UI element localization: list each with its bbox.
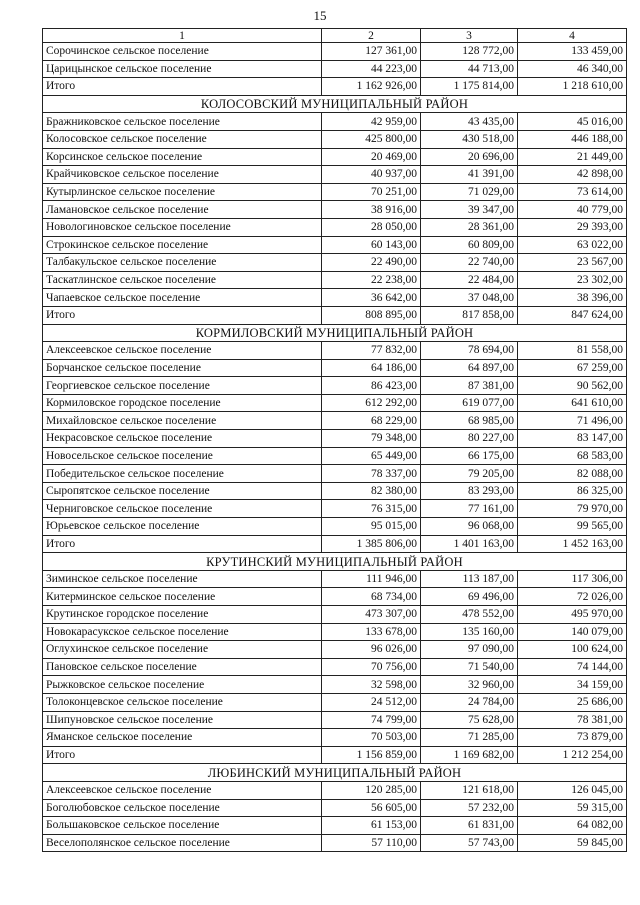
settlement-name-cell: Кормиловское городское поселение (43, 394, 322, 412)
value-col-2-cell: 79 348,00 (322, 430, 421, 448)
settlement-row (43, 377, 627, 395)
settlement-row (43, 43, 627, 61)
value-col-2-cell: 425 800,00 (322, 130, 421, 148)
column-header-1: 1 (43, 29, 322, 43)
value-col-2-cell: 1 162 926,00 (322, 78, 421, 96)
settlement-name-cell: Борчанское сельское поселение (43, 359, 322, 377)
value-col-4-cell: 117 306,00 (518, 570, 627, 588)
total-label-cell: Итого (43, 535, 322, 553)
value-col-3-cell: 75 628,00 (421, 711, 518, 729)
value-col-3-cell: 37 048,00 (421, 289, 518, 307)
value-col-3-cell: 121 618,00 (421, 781, 518, 799)
district-header-row (43, 95, 627, 113)
value-col-2-cell: 70 251,00 (322, 183, 421, 201)
settlement-row (43, 781, 627, 799)
value-col-2-cell: 40 937,00 (322, 166, 421, 184)
value-col-3-cell: 96 068,00 (421, 518, 518, 536)
value-col-4-cell: 86 325,00 (518, 482, 627, 500)
settlement-name-cell: Боголюбовское сельское поселение (43, 799, 322, 817)
value-col-4-cell: 23 567,00 (518, 254, 627, 272)
total-row (43, 306, 627, 324)
value-col-3-cell: 97 090,00 (421, 641, 518, 659)
value-col-3-cell: 28 361,00 (421, 218, 518, 236)
value-col-4-cell: 42 898,00 (518, 166, 627, 184)
value-col-4-cell: 133 459,00 (518, 43, 627, 61)
value-col-3-cell: 77 161,00 (421, 500, 518, 518)
settlement-row (43, 430, 627, 448)
total-row (43, 746, 627, 764)
district-header-row (43, 553, 627, 571)
value-col-3-cell: 79 205,00 (421, 465, 518, 483)
settlement-row (43, 729, 627, 747)
value-col-4-cell: 63 022,00 (518, 236, 627, 254)
value-col-2-cell: 612 292,00 (322, 394, 421, 412)
value-col-4-cell: 21 449,00 (518, 148, 627, 166)
settlement-row (43, 218, 627, 236)
value-col-2-cell: 76 315,00 (322, 500, 421, 518)
settlement-name-cell: Юрьевское сельское поселение (43, 518, 322, 536)
value-col-4-cell: 59 845,00 (518, 834, 627, 852)
value-col-4-cell: 100 624,00 (518, 641, 627, 659)
settlement-name-cell: Крутинское городское поселение (43, 606, 322, 624)
value-col-4-cell: 46 340,00 (518, 60, 627, 78)
value-col-3-cell: 66 175,00 (421, 447, 518, 465)
settlement-row (43, 588, 627, 606)
value-col-3-cell: 135 160,00 (421, 623, 518, 641)
settlement-name-cell: Толоконцевское сельское поселение (43, 693, 322, 711)
settlement-row (43, 271, 627, 289)
value-col-3-cell: 24 784,00 (421, 693, 518, 711)
settlement-row (43, 799, 627, 817)
value-col-3-cell: 44 713,00 (421, 60, 518, 78)
settlement-row (43, 60, 627, 78)
value-col-2-cell: 65 449,00 (322, 447, 421, 465)
settlement-name-cell: Зиминское сельское поселение (43, 570, 322, 588)
value-col-2-cell: 68 229,00 (322, 412, 421, 430)
settlement-name-cell: Алексеевское сельское поселение (43, 781, 322, 799)
value-col-4-cell: 99 565,00 (518, 518, 627, 536)
value-col-2-cell: 96 026,00 (322, 641, 421, 659)
value-col-3-cell: 39 347,00 (421, 201, 518, 219)
value-col-2-cell: 86 423,00 (322, 377, 421, 395)
value-col-4-cell: 79 970,00 (518, 500, 627, 518)
settlement-name-cell: Пановское сельское поселение (43, 658, 322, 676)
value-col-4-cell: 1 452 163,00 (518, 535, 627, 553)
settlement-name-cell: Оглухинское сельское поселение (43, 641, 322, 659)
district-name: КРУТИНСКИЙ МУНИЦИПАЛЬНЫЙ РАЙОН (43, 553, 627, 571)
column-header-2: 2 (322, 29, 421, 43)
settlement-name-cell: Некрасовское сельское поселение (43, 430, 322, 448)
value-col-2-cell: 473 307,00 (322, 606, 421, 624)
value-col-4-cell: 67 259,00 (518, 359, 627, 377)
table-body (43, 29, 627, 852)
value-col-3-cell: 20 696,00 (421, 148, 518, 166)
value-col-4-cell: 1 218 610,00 (518, 78, 627, 96)
value-col-2-cell: 32 598,00 (322, 676, 421, 694)
value-col-4-cell: 73 614,00 (518, 183, 627, 201)
value-col-2-cell: 78 337,00 (322, 465, 421, 483)
value-col-2-cell: 24 512,00 (322, 693, 421, 711)
value-col-2-cell: 77 832,00 (322, 342, 421, 360)
settlement-row (43, 359, 627, 377)
value-col-4-cell: 45 016,00 (518, 113, 627, 131)
settlement-row (43, 817, 627, 835)
value-col-2-cell: 68 734,00 (322, 588, 421, 606)
value-col-2-cell: 808 895,00 (322, 306, 421, 324)
value-col-2-cell: 28 050,00 (322, 218, 421, 236)
value-col-4-cell: 641 610,00 (518, 394, 627, 412)
value-col-4-cell: 23 302,00 (518, 271, 627, 289)
value-col-4-cell: 83 147,00 (518, 430, 627, 448)
value-col-3-cell: 78 694,00 (421, 342, 518, 360)
settlement-name-cell: Китерминское сельское поселение (43, 588, 322, 606)
value-col-2-cell: 74 799,00 (322, 711, 421, 729)
value-col-4-cell: 64 082,00 (518, 817, 627, 835)
value-col-2-cell: 95 015,00 (322, 518, 421, 536)
value-col-3-cell: 71 285,00 (421, 729, 518, 747)
settlement-row (43, 412, 627, 430)
value-col-4-cell: 1 212 254,00 (518, 746, 627, 764)
value-col-2-cell: 1 156 859,00 (322, 746, 421, 764)
budget-table (42, 28, 627, 852)
value-col-2-cell: 61 153,00 (322, 817, 421, 835)
settlement-row (43, 130, 627, 148)
table-header-row (43, 29, 627, 43)
value-col-2-cell: 22 238,00 (322, 271, 421, 289)
settlement-name-cell: Веселополянское сельское поселение (43, 834, 322, 852)
settlement-name-cell: Талбакульское сельское поселение (43, 254, 322, 272)
value-col-2-cell: 70 503,00 (322, 729, 421, 747)
value-col-3-cell: 430 518,00 (421, 130, 518, 148)
value-col-4-cell: 73 879,00 (518, 729, 627, 747)
value-col-4-cell: 71 496,00 (518, 412, 627, 430)
settlement-name-cell: Крайчиковское сельское поселение (43, 166, 322, 184)
district-header-row (43, 764, 627, 782)
value-col-3-cell: 60 809,00 (421, 236, 518, 254)
page-number: 15 (313, 8, 327, 23)
value-col-3-cell: 57 232,00 (421, 799, 518, 817)
value-col-4-cell: 72 026,00 (518, 588, 627, 606)
value-col-3-cell: 71 029,00 (421, 183, 518, 201)
value-col-3-cell: 71 540,00 (421, 658, 518, 676)
value-col-3-cell: 61 831,00 (421, 817, 518, 835)
value-col-4-cell: 82 088,00 (518, 465, 627, 483)
settlement-row (43, 711, 627, 729)
settlement-name-cell: Михайловское сельское поселение (43, 412, 322, 430)
settlement-row (43, 394, 627, 412)
value-col-3-cell: 41 391,00 (421, 166, 518, 184)
settlement-name-cell: Новокарасукское сельское поселение (43, 623, 322, 641)
settlement-row (43, 254, 627, 272)
value-col-4-cell: 68 583,00 (518, 447, 627, 465)
settlement-name-cell: Царицынское сельское поселение (43, 60, 322, 78)
value-col-3-cell: 817 858,00 (421, 306, 518, 324)
column-header-4: 4 (518, 29, 627, 43)
settlement-name-cell: Кутырлинское сельское поселение (43, 183, 322, 201)
value-col-3-cell: 32 960,00 (421, 676, 518, 694)
settlement-name-cell: Бражниковское сельское поселение (43, 113, 322, 131)
settlement-row (43, 500, 627, 518)
settlement-row (43, 113, 627, 131)
district-name: КОРМИЛОВСКИЙ МУНИЦИПАЛЬНЫЙ РАЙОН (43, 324, 627, 342)
settlement-row (43, 482, 627, 500)
value-col-2-cell: 64 186,00 (322, 359, 421, 377)
value-col-4-cell: 446 188,00 (518, 130, 627, 148)
value-col-3-cell: 83 293,00 (421, 482, 518, 500)
value-col-2-cell: 133 678,00 (322, 623, 421, 641)
district-header-row (43, 324, 627, 342)
settlement-row (43, 166, 627, 184)
settlement-row (43, 289, 627, 307)
settlement-name-cell: Большаковское сельское поселение (43, 817, 322, 835)
column-header-3: 3 (421, 29, 518, 43)
settlement-row (43, 693, 627, 711)
value-col-2-cell: 42 959,00 (322, 113, 421, 131)
value-col-2-cell: 1 385 806,00 (322, 535, 421, 553)
settlement-name-cell: Алексеевское сельское поселение (43, 342, 322, 360)
settlement-name-cell: Георгиевское сельское поселение (43, 377, 322, 395)
value-col-3-cell: 64 897,00 (421, 359, 518, 377)
settlement-name-cell: Ламановское сельское поселение (43, 201, 322, 219)
value-col-2-cell: 57 110,00 (322, 834, 421, 852)
district-name: ЛЮБИНСКИЙ МУНИЦИПАЛЬНЫЙ РАЙОН (43, 764, 627, 782)
value-col-4-cell: 59 315,00 (518, 799, 627, 817)
total-label-cell: Итого (43, 306, 322, 324)
settlement-name-cell: Рыжковское сельское поселение (43, 676, 322, 694)
district-name: КОЛОСОВСКИЙ МУНИЦИПАЛЬНЫЙ РАЙОН (43, 95, 627, 113)
value-col-3-cell: 69 496,00 (421, 588, 518, 606)
value-col-4-cell: 74 144,00 (518, 658, 627, 676)
settlement-row (43, 570, 627, 588)
value-col-2-cell: 38 916,00 (322, 201, 421, 219)
value-col-3-cell: 478 552,00 (421, 606, 518, 624)
settlement-row (43, 465, 627, 483)
settlement-row (43, 183, 627, 201)
settlement-name-cell: Победительское сельское поселение (43, 465, 322, 483)
value-col-2-cell: 56 605,00 (322, 799, 421, 817)
value-col-2-cell: 36 642,00 (322, 289, 421, 307)
value-col-2-cell: 127 361,00 (322, 43, 421, 61)
total-row (43, 78, 627, 96)
value-col-4-cell: 140 079,00 (518, 623, 627, 641)
settlement-name-cell: Черниговское сельское поселение (43, 500, 322, 518)
settlement-row (43, 518, 627, 536)
value-col-3-cell: 1 401 163,00 (421, 535, 518, 553)
value-col-3-cell: 113 187,00 (421, 570, 518, 588)
settlement-name-cell: Чапаевское сельское поселение (43, 289, 322, 307)
value-col-2-cell: 70 756,00 (322, 658, 421, 676)
total-label-cell: Итого (43, 78, 322, 96)
value-col-3-cell: 1 175 814,00 (421, 78, 518, 96)
total-row (43, 535, 627, 553)
total-label-cell: Итого (43, 746, 322, 764)
settlement-name-cell: Строкинское сельское поселение (43, 236, 322, 254)
value-col-3-cell: 43 435,00 (421, 113, 518, 131)
settlement-name-cell: Таскатлинское сельское поселение (43, 271, 322, 289)
settlement-row (43, 641, 627, 659)
value-col-2-cell: 44 223,00 (322, 60, 421, 78)
value-col-4-cell: 38 396,00 (518, 289, 627, 307)
value-col-4-cell: 25 686,00 (518, 693, 627, 711)
value-col-4-cell: 81 558,00 (518, 342, 627, 360)
value-col-4-cell: 90 562,00 (518, 377, 627, 395)
value-col-3-cell: 22 484,00 (421, 271, 518, 289)
settlement-name-cell: Сыропятское сельское поселение (43, 482, 322, 500)
value-col-4-cell: 495 970,00 (518, 606, 627, 624)
value-col-4-cell: 34 159,00 (518, 676, 627, 694)
settlement-row (43, 342, 627, 360)
settlement-row (43, 623, 627, 641)
value-col-4-cell: 126 045,00 (518, 781, 627, 799)
value-col-3-cell: 619 077,00 (421, 394, 518, 412)
value-col-3-cell: 80 227,00 (421, 430, 518, 448)
settlement-row (43, 236, 627, 254)
settlement-row (43, 606, 627, 624)
value-col-4-cell: 29 393,00 (518, 218, 627, 236)
value-col-4-cell: 78 381,00 (518, 711, 627, 729)
value-col-3-cell: 128 772,00 (421, 43, 518, 61)
value-col-3-cell: 57 743,00 (421, 834, 518, 852)
settlement-name-cell: Новологиновское сельское поселение (43, 218, 322, 236)
settlement-name-cell: Сорочинское сельское поселение (43, 43, 322, 61)
value-col-4-cell: 40 779,00 (518, 201, 627, 219)
settlement-row (43, 658, 627, 676)
value-col-2-cell: 60 143,00 (322, 236, 421, 254)
settlement-row (43, 201, 627, 219)
settlement-name-cell: Колосовское сельское поселение (43, 130, 322, 148)
settlement-row (43, 676, 627, 694)
value-col-3-cell: 68 985,00 (421, 412, 518, 430)
value-col-3-cell: 22 740,00 (421, 254, 518, 272)
settlement-name-cell: Новосельское сельское поселение (43, 447, 322, 465)
value-col-2-cell: 22 490,00 (322, 254, 421, 272)
settlement-row (43, 148, 627, 166)
settlement-name-cell: Шипуновское сельское поселение (43, 711, 322, 729)
value-col-2-cell: 82 380,00 (322, 482, 421, 500)
value-col-3-cell: 1 169 682,00 (421, 746, 518, 764)
settlement-name-cell: Яманское сельское поселение (43, 729, 322, 747)
value-col-3-cell: 87 381,00 (421, 377, 518, 395)
value-col-2-cell: 120 285,00 (322, 781, 421, 799)
settlement-row (43, 447, 627, 465)
value-col-2-cell: 111 946,00 (322, 570, 421, 588)
value-col-2-cell: 20 469,00 (322, 148, 421, 166)
value-col-4-cell: 847 624,00 (518, 306, 627, 324)
settlement-row (43, 834, 627, 852)
settlement-name-cell: Корсинское сельское поселение (43, 148, 322, 166)
